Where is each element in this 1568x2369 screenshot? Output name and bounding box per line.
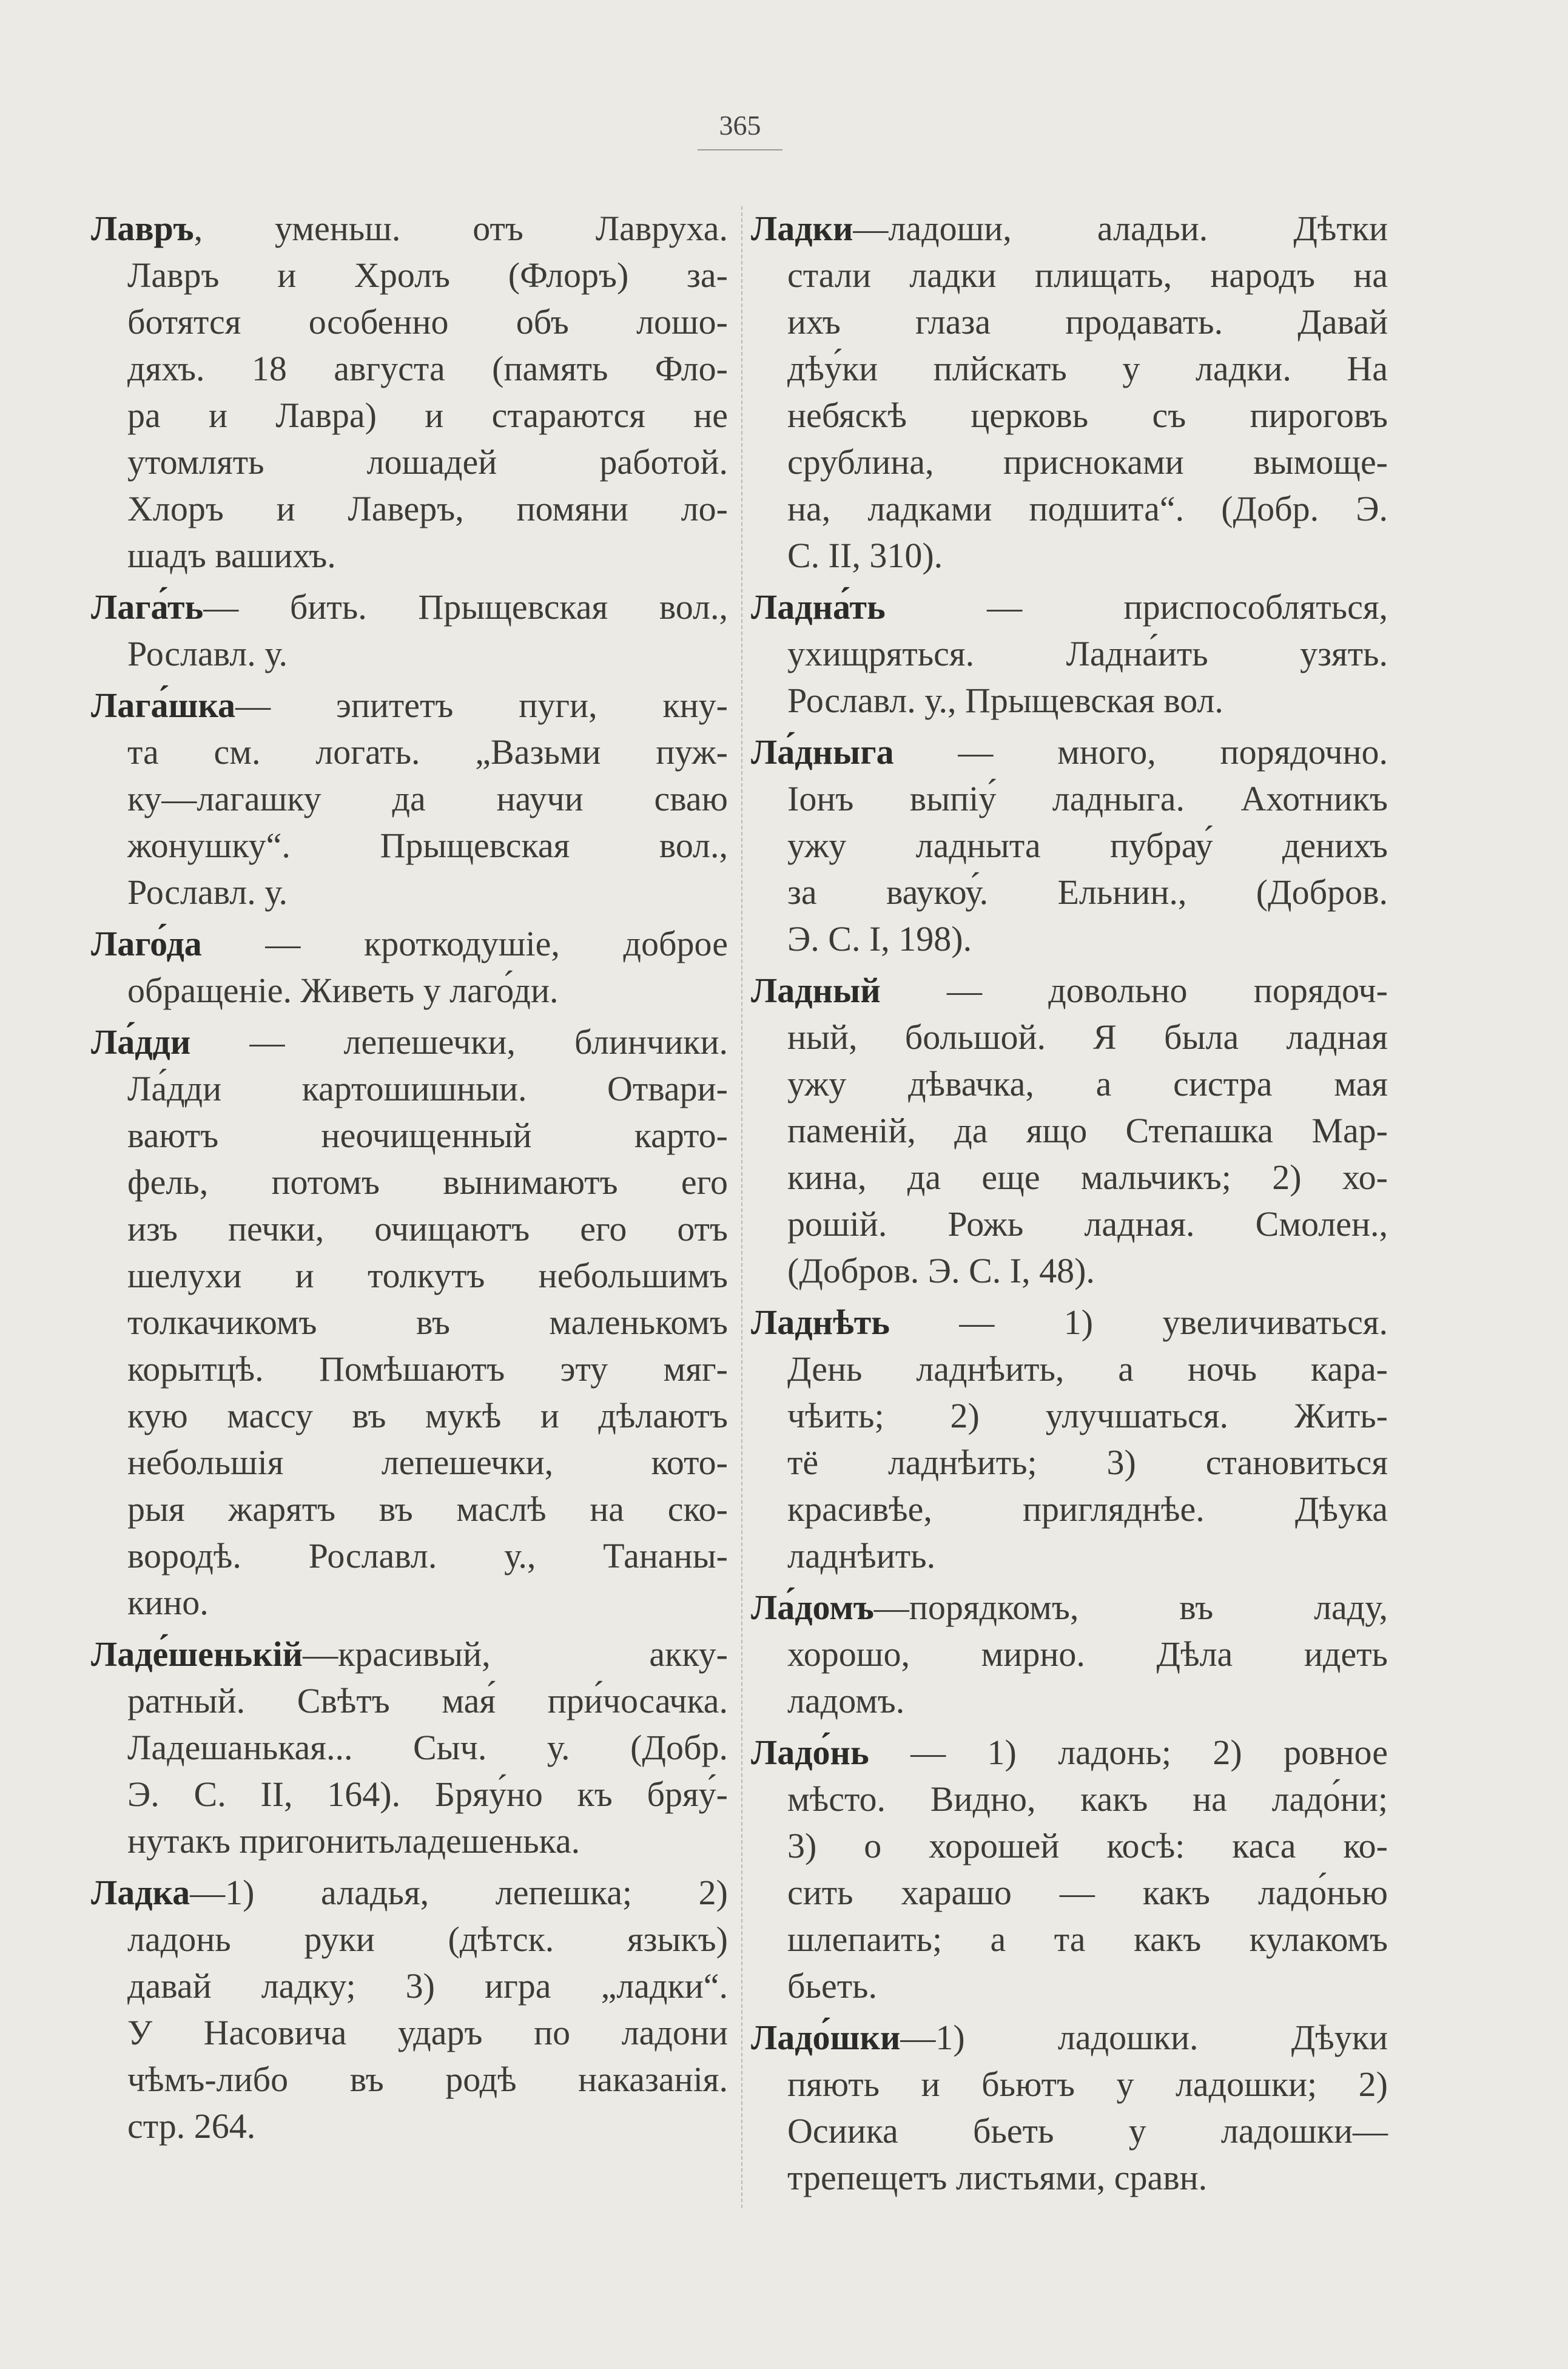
headword: Ладный bbox=[751, 971, 881, 1010]
definition-text: —1) ладошки. Дѣуки bbox=[900, 2018, 1388, 2057]
entry-line: бьеть. bbox=[787, 1966, 878, 2006]
page-number-rule bbox=[698, 149, 782, 150]
entry-line: срублина, присноками вымоще- bbox=[787, 442, 1388, 482]
definition-text: — 1) ладонь; 2) ровное bbox=[869, 1733, 1388, 1772]
definition-text: —порядкомъ, въ ладу, bbox=[873, 1588, 1388, 1627]
right-column bbox=[751, 205, 1388, 2206]
headword: Ладка bbox=[91, 1873, 190, 1912]
dictionary-entry bbox=[751, 584, 1388, 724]
dictionary-entry bbox=[91, 205, 728, 579]
entry-line: стр. 264. bbox=[127, 2106, 256, 2146]
entry-line bbox=[91, 920, 728, 967]
entry-line: нутакъ пригонитьладешенька. bbox=[127, 1821, 580, 1861]
headword: Лага́шка bbox=[91, 686, 236, 725]
entry-line bbox=[751, 1729, 1388, 1776]
definition-text: — бить. Прыщевская вол., bbox=[203, 587, 728, 627]
definition-text: — 1) увеличиваться. bbox=[889, 1302, 1388, 1342]
entry-line: паменій, да ящо Степашка Мар- bbox=[787, 1111, 1388, 1150]
dictionary-entry bbox=[91, 1631, 728, 1864]
definition-text: —красивый, акку- bbox=[303, 1634, 728, 1674]
dictionary-entry bbox=[751, 2014, 1388, 2201]
dictionary-entry bbox=[751, 205, 1388, 579]
entry-line: мѣсто. Видно, какъ на ладо́ни; bbox=[787, 1779, 1388, 1819]
headword: Ладна́ть bbox=[751, 587, 886, 627]
entry-line: изъ печки, очищаютъ его отъ bbox=[127, 1209, 728, 1249]
entry-line: Хлоръ и Лаверъ, помяни ло- bbox=[127, 489, 728, 528]
entry-line bbox=[91, 1869, 728, 1916]
entry-line: Э. С. I, 198). bbox=[787, 919, 972, 959]
entry-line: Ладешанькая... Сыч. у. (Добр. bbox=[127, 1728, 728, 1767]
entry-line: красивѣе, пригляднѣе. Дѣука bbox=[787, 1489, 1388, 1529]
headword: Ла́дди bbox=[91, 1022, 191, 1062]
entry-line bbox=[91, 205, 728, 252]
entry-line: шлепаить; а та какъ кулакомъ bbox=[787, 1919, 1388, 1959]
dictionary-entry bbox=[91, 1869, 728, 2149]
entry-line: фель, потомъ вынимаютъ его bbox=[127, 1162, 728, 1202]
headword: Ладо́нь bbox=[751, 1733, 869, 1772]
entry-line: трепещетъ листьями, сравн. bbox=[787, 2158, 1208, 2197]
definition-text: , уменьш. отъ Лавруха. bbox=[193, 209, 728, 248]
entry-line: хорошо, мирно. Дѣла идеть bbox=[787, 1634, 1388, 1674]
entry-line: ладнѣить. bbox=[787, 1536, 936, 1575]
dictionary-entry bbox=[91, 682, 728, 915]
entry-line: Ла́дди картошишныи. Отвари- bbox=[127, 1069, 728, 1108]
entry-line: шадъ вашихъ. bbox=[127, 536, 336, 575]
entry-line bbox=[751, 1299, 1388, 1346]
entry-line: обращеніе. Живеть у лаго́ди. bbox=[127, 971, 559, 1010]
entry-line: шелухи и толкутъ небольшимъ bbox=[127, 1256, 728, 1295]
entry-line: ухищряться. Ладна́ить узять. bbox=[787, 634, 1388, 673]
entry-line: та см. логать. „Вазьми пуж- bbox=[127, 732, 728, 772]
headword: Лаго́да bbox=[91, 924, 202, 963]
headword: Ладнѣть bbox=[751, 1302, 890, 1342]
entry-line: ихъ глаза продавать. Давай bbox=[787, 302, 1388, 342]
entry-line: Э. С. II, 164). Бряу́но къ бряу́- bbox=[127, 1774, 728, 1814]
left-column bbox=[91, 205, 728, 2154]
entry-line: ра и Лавра) и стараются не bbox=[127, 396, 728, 435]
entry-line: Осиика бьеть у ладошки— bbox=[787, 2111, 1388, 2151]
entry-line: кую массу въ мукѣ и дѣлаютъ bbox=[127, 1396, 728, 1435]
entry-line: вородѣ. Рославл. у., Тананы- bbox=[127, 1536, 728, 1575]
entry-line: У Насовича ударъ по ладони bbox=[127, 2013, 728, 2052]
entry-line: тё ладнѣить; 3) становиться bbox=[787, 1443, 1388, 1482]
entry-line: Іонъ выпіу́ ладныга. Ахотникъ bbox=[787, 779, 1388, 818]
entry-line: ку—лагашку да научи сваю bbox=[127, 779, 728, 818]
entry-line: чѣмъ-либо въ родѣ наказанія. bbox=[127, 2060, 728, 2099]
entry-line: ладомъ. bbox=[787, 1681, 905, 1720]
dictionary-entry bbox=[751, 1729, 1388, 2009]
entry-line bbox=[751, 967, 1388, 1014]
entry-line: ужу ладныта пубрау́ денихъ bbox=[787, 826, 1388, 865]
headword: Ла́домъ bbox=[751, 1588, 874, 1627]
dictionary-entry bbox=[91, 1019, 728, 1626]
column-divider bbox=[741, 206, 742, 2208]
entry-line bbox=[91, 1631, 728, 1677]
entry-line bbox=[91, 1019, 728, 1065]
headword: Ладки bbox=[751, 209, 853, 248]
entry-line: стали ладки плищать, народъ на bbox=[787, 255, 1388, 295]
entry-line: Лавръ и Хролъ (Флоръ) за- bbox=[127, 255, 728, 295]
entry-line: ный, большой. Я была ладная bbox=[787, 1017, 1388, 1057]
dictionary-entry bbox=[751, 729, 1388, 962]
entry-line: (Добров. Э. С. I, 48). bbox=[787, 1251, 1095, 1290]
entry-line bbox=[751, 729, 1388, 775]
headword: Лага́ть bbox=[91, 587, 204, 627]
entry-line bbox=[91, 682, 728, 729]
definition-text: — много, порядочно. bbox=[893, 732, 1388, 772]
dictionary-entry bbox=[751, 1299, 1388, 1579]
dictionary-entry bbox=[91, 584, 728, 677]
entry-line: ботятся особенно объ лошо- bbox=[127, 302, 728, 342]
entry-line: Рославл. у., Прыщевская вол. bbox=[787, 681, 1223, 720]
entry-line: дяхъ. 18 августа (память Фло- bbox=[127, 349, 728, 388]
entry-line: небольшія лепешечки, кото- bbox=[127, 1443, 728, 1482]
definition-text: — лепешечки, блинчики. bbox=[190, 1022, 728, 1062]
entry-line: рошій. Рожь ладная. Смолен., bbox=[787, 1204, 1388, 1244]
entry-line: ладонь руки (дѣтск. языкъ) bbox=[127, 1919, 728, 1959]
entry-line: кино. bbox=[127, 1583, 209, 1622]
entry-line: ваютъ неочищенный карто- bbox=[127, 1116, 728, 1155]
dictionary-entry bbox=[751, 1584, 1388, 1724]
definition-text: — приспособляться, bbox=[885, 587, 1388, 627]
headword: Ла́дныга bbox=[751, 732, 894, 772]
definition-text: — эпитетъ пуги, кну- bbox=[235, 686, 728, 725]
entry-line: рыя жарятъ въ маслѣ на ско- bbox=[127, 1489, 728, 1529]
dictionary-entry bbox=[91, 920, 728, 1014]
entry-line: Рославл. у. bbox=[127, 872, 288, 912]
entry-line: ужу дѣвачка, а систра мая bbox=[787, 1064, 1388, 1104]
entry-line: сить харашо — какъ ладо́нью bbox=[787, 1873, 1388, 1912]
definition-text: — кроткодушіе, доброе bbox=[201, 924, 728, 963]
entry-line: за ваукоу́. Ельнин., (Добров. bbox=[787, 872, 1388, 912]
entry-line: Рославл. у. bbox=[127, 634, 288, 673]
entry-line: ратный. Свѣтъ мая́ при́чосачка. bbox=[127, 1681, 728, 1720]
entry-line: 3) о хорошей косѣ: каса ко- bbox=[787, 1826, 1388, 1865]
definition-text: —1) аладья, лепешка; 2) bbox=[190, 1873, 728, 1912]
definition-text: —ладоши, аладьи. Дѣтки bbox=[853, 209, 1388, 248]
headword: Лавръ bbox=[91, 209, 194, 248]
entry-line: дѣу́ки плйскать у ладки. На bbox=[787, 349, 1388, 388]
entry-line bbox=[751, 205, 1388, 252]
entry-line: давай ладку; 3) игра „ладки“. bbox=[127, 1966, 728, 2006]
entry-line: пяють и бьютъ у ладошки; 2) bbox=[787, 2064, 1388, 2104]
entry-line: на, ладками подшита“. (Добр. Э. bbox=[787, 489, 1388, 528]
entry-line bbox=[751, 1584, 1388, 1631]
entry-line: толкачикомъ въ маленькомъ bbox=[127, 1302, 728, 1342]
entry-line: чѣить; 2) улучшаться. Жить- bbox=[787, 1396, 1388, 1435]
page-number: 365 bbox=[719, 110, 761, 141]
entry-line: кина, да еще мальчикъ; 2) хо- bbox=[787, 1158, 1388, 1197]
entry-line: жонушку“. Прыщевская вол., bbox=[127, 826, 728, 865]
entry-line bbox=[751, 584, 1388, 630]
entry-line bbox=[751, 2014, 1388, 2061]
entry-line: утомлять лошадей работой. bbox=[127, 442, 728, 482]
dictionary-entry bbox=[751, 967, 1388, 1294]
headword: Ладо́шки bbox=[751, 2018, 901, 2057]
definition-text: — довольно порядоч- bbox=[880, 971, 1388, 1010]
entry-line bbox=[91, 584, 728, 630]
entry-line: С. II, 310). bbox=[787, 536, 943, 575]
entry-line: День ладнѣить, а ночь кара- bbox=[787, 1349, 1388, 1389]
entry-line: небяскѣ церковь съ пироговъ bbox=[787, 396, 1388, 435]
headword: Ладе́шенькій bbox=[91, 1634, 303, 1674]
entry-line: корытцѣ. Помѣшаютъ эту мяг- bbox=[127, 1349, 728, 1389]
